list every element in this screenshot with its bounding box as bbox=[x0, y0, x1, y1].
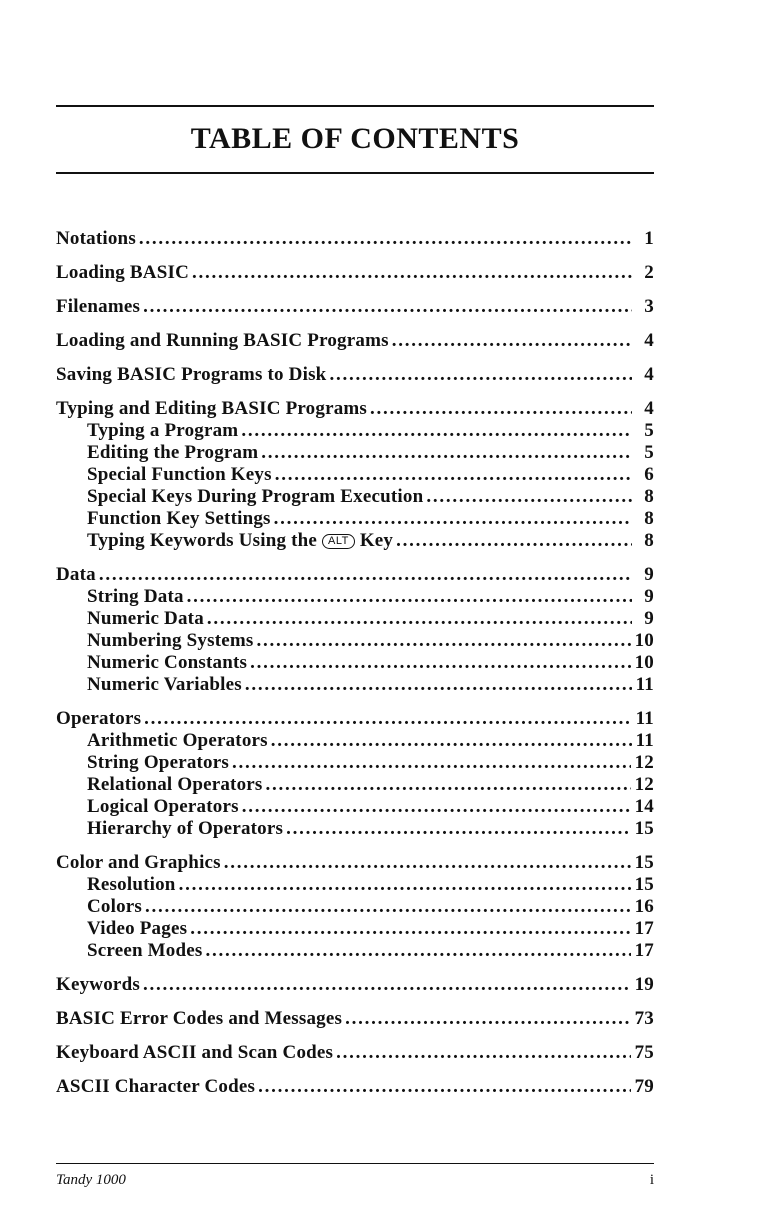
toc-page-number: 8 bbox=[644, 508, 654, 529]
dot-leader bbox=[245, 674, 632, 696]
toc-subentry[interactable] bbox=[56, 940, 654, 962]
toc-entry-label: Numeric Data bbox=[87, 608, 204, 629]
toc-page-number: 12 bbox=[634, 774, 654, 795]
toc-page-number: 79 bbox=[634, 1076, 654, 1097]
toc-page-number: 5 bbox=[644, 420, 654, 441]
toc-subentry[interactable] bbox=[56, 486, 654, 508]
toc-section bbox=[56, 1076, 654, 1098]
toc-page-number: 17 bbox=[634, 918, 654, 939]
toc-entry[interactable] bbox=[56, 974, 654, 996]
dot-leader bbox=[242, 796, 631, 818]
dot-leader bbox=[187, 586, 632, 608]
toc-page-number: 11 bbox=[635, 708, 654, 729]
toc-entry-label: Numeric Constants bbox=[87, 652, 248, 673]
toc-section bbox=[56, 852, 654, 962]
dot-leader bbox=[139, 228, 632, 250]
toc-entry-label: Typing and Editing BASIC Programs bbox=[56, 398, 368, 419]
dot-leader bbox=[241, 420, 632, 442]
dot-leader bbox=[261, 442, 632, 464]
toc-page-number: 2 bbox=[644, 262, 654, 283]
toc-subentry[interactable] bbox=[56, 608, 654, 630]
toc-entry-label: Numeric Variables bbox=[87, 674, 242, 695]
toc-entry-label: Video Pages bbox=[87, 918, 188, 939]
toc-page-number: 15 bbox=[634, 818, 654, 839]
toc-subentry[interactable] bbox=[56, 420, 654, 442]
toc-page-number: 14 bbox=[634, 796, 654, 817]
toc-entry-label: BASIC Error Codes and Messages bbox=[56, 1008, 343, 1029]
toc-subentry[interactable] bbox=[56, 874, 654, 896]
toc-entry-label: Data bbox=[56, 564, 96, 585]
toc-subentry[interactable] bbox=[56, 508, 654, 530]
footer-page-number: i bbox=[649, 1172, 654, 1188]
dot-leader bbox=[266, 774, 631, 796]
toc-subentry[interactable] bbox=[56, 530, 654, 552]
dot-leader bbox=[396, 530, 632, 552]
toc-page-number: 5 bbox=[644, 442, 654, 463]
dot-leader bbox=[336, 1042, 630, 1064]
toc-subentry[interactable] bbox=[56, 652, 654, 674]
dot-leader bbox=[190, 918, 630, 940]
toc-page-number: 8 bbox=[644, 486, 654, 507]
toc-page-number: 75 bbox=[634, 1042, 654, 1063]
toc-entry-label: Screen Modes bbox=[87, 940, 203, 961]
toc-page-number: 1 bbox=[644, 228, 654, 249]
toc-entry-label: Colors bbox=[87, 896, 143, 917]
table-of-contents bbox=[56, 228, 654, 1110]
top-rule bbox=[56, 105, 654, 107]
toc-entry-label: Saving BASIC Programs to Disk bbox=[56, 364, 327, 385]
toc-entry[interactable] bbox=[56, 398, 654, 420]
title-underline-rule bbox=[56, 172, 654, 174]
toc-entry-label: Color and Graphics bbox=[56, 852, 221, 873]
toc-section bbox=[56, 1042, 654, 1064]
toc-entry-label: Resolution bbox=[87, 874, 176, 895]
toc-entry-label: Function Key Settings bbox=[87, 508, 271, 529]
toc-subentry[interactable] bbox=[56, 896, 654, 918]
dot-leader bbox=[271, 730, 632, 752]
dot-leader bbox=[143, 296, 632, 318]
toc-entry[interactable] bbox=[56, 564, 654, 586]
toc-entry-label: Keywords bbox=[56, 974, 140, 995]
toc-subentry[interactable] bbox=[56, 818, 654, 840]
dot-leader bbox=[207, 608, 632, 630]
dot-leader bbox=[145, 896, 631, 918]
toc-page-number: 8 bbox=[644, 530, 654, 551]
dot-leader bbox=[258, 1076, 630, 1098]
toc-page-number: 3 bbox=[644, 296, 654, 317]
toc-page-number: 19 bbox=[634, 974, 654, 995]
toc-subentry[interactable] bbox=[56, 586, 654, 608]
dot-leader bbox=[206, 940, 631, 962]
dot-leader bbox=[392, 330, 632, 352]
dot-leader bbox=[192, 262, 632, 284]
toc-page-number: 9 bbox=[644, 586, 654, 607]
dot-leader bbox=[370, 398, 632, 420]
toc-page-number: 11 bbox=[635, 674, 654, 695]
toc-page-number: 9 bbox=[644, 608, 654, 629]
dot-leader bbox=[250, 652, 630, 674]
footer-brand: Tandy 1000 bbox=[56, 1172, 126, 1188]
toc-entry[interactable] bbox=[56, 1008, 654, 1030]
toc-section bbox=[56, 398, 654, 552]
dot-leader bbox=[232, 752, 631, 774]
dot-leader bbox=[179, 874, 631, 896]
toc-section bbox=[56, 564, 654, 696]
dot-leader bbox=[99, 564, 632, 586]
toc-section bbox=[56, 330, 654, 352]
toc-subentry[interactable] bbox=[56, 730, 654, 752]
page-footer bbox=[56, 1172, 654, 1189]
toc-section bbox=[56, 974, 654, 996]
page-title: TABLE OF CONTENTS bbox=[190, 122, 520, 155]
toc-entry-label: Special Function Keys bbox=[87, 464, 272, 485]
toc-entry-label: ASCII Character Codes bbox=[56, 1076, 256, 1097]
toc-entry-label: Loading BASIC bbox=[56, 262, 190, 283]
toc-entry[interactable] bbox=[56, 364, 654, 386]
toc-entry-label: Logical Operators bbox=[87, 796, 239, 817]
toc-entry[interactable] bbox=[56, 1042, 654, 1064]
toc-page-number: 15 bbox=[634, 852, 654, 873]
dot-leader bbox=[143, 974, 631, 996]
toc-page-number: 15 bbox=[634, 874, 654, 895]
toc-entry[interactable] bbox=[56, 1076, 654, 1098]
toc-page-number: 12 bbox=[634, 752, 654, 773]
toc-subentry[interactable] bbox=[56, 918, 654, 940]
toc-subentry[interactable] bbox=[56, 674, 654, 696]
toc-entry[interactable] bbox=[56, 852, 654, 874]
dot-leader bbox=[286, 818, 630, 840]
toc-page-number: 4 bbox=[644, 330, 654, 351]
toc-subentry[interactable] bbox=[56, 752, 654, 774]
toc-entry[interactable] bbox=[56, 330, 654, 352]
toc-section bbox=[56, 228, 654, 250]
toc-subentry[interactable] bbox=[56, 464, 654, 486]
toc-subentry[interactable] bbox=[56, 442, 654, 464]
dot-leader bbox=[274, 508, 632, 530]
toc-page-number: 4 bbox=[644, 398, 654, 419]
toc-page-number: 73 bbox=[634, 1008, 654, 1029]
toc-entry[interactable] bbox=[56, 228, 654, 250]
toc-entry-label-text: Key bbox=[359, 530, 394, 551]
toc-page-number: 10 bbox=[634, 652, 654, 673]
toc-section bbox=[56, 708, 654, 840]
dot-leader bbox=[426, 486, 632, 508]
toc-subentry[interactable] bbox=[56, 774, 654, 796]
dot-leader bbox=[257, 630, 631, 652]
toc-entry-label-text: Typing Keywords Using the bbox=[87, 530, 318, 551]
toc-page-number: 6 bbox=[644, 464, 654, 485]
toc-entry-label: Hierarchy of Operators bbox=[87, 818, 284, 839]
alt-key-cap-icon: ALT bbox=[322, 534, 355, 549]
toc-page-number: 17 bbox=[634, 940, 654, 961]
dot-leader bbox=[275, 464, 632, 486]
footer-rule bbox=[56, 1163, 654, 1164]
toc-entry-label: String Data bbox=[87, 586, 184, 607]
toc-entry-label: Special Keys During Program Execution bbox=[87, 486, 424, 507]
toc-entry-label: String Operators bbox=[87, 752, 229, 773]
toc-entry[interactable] bbox=[56, 296, 654, 318]
toc-subentry[interactable] bbox=[56, 630, 654, 652]
toc-subentry[interactable] bbox=[56, 796, 654, 818]
toc-entry-label: Notations bbox=[56, 228, 136, 249]
toc-entry-label: Relational Operators bbox=[87, 774, 263, 795]
toc-entry-label: Numbering Systems bbox=[87, 630, 254, 651]
toc-page-number: 16 bbox=[634, 896, 654, 917]
toc-entry-label bbox=[87, 530, 393, 552]
dot-leader bbox=[345, 1008, 631, 1030]
toc-section bbox=[56, 296, 654, 318]
dot-leader bbox=[224, 852, 631, 874]
toc-page-number: 9 bbox=[644, 564, 654, 585]
toc-entry-label: Typing a Program bbox=[87, 420, 239, 441]
toc-entry-label: Keyboard ASCII and Scan Codes bbox=[56, 1042, 334, 1063]
dot-leader bbox=[329, 364, 632, 386]
toc-entry-label: Operators bbox=[56, 708, 142, 729]
toc-entry-label: Loading and Running BASIC Programs bbox=[56, 330, 389, 351]
toc-section bbox=[56, 1008, 654, 1030]
toc-entry[interactable] bbox=[56, 708, 654, 730]
toc-entry-label: Editing the Program bbox=[87, 442, 259, 463]
toc-entry-label: Arithmetic Operators bbox=[87, 730, 268, 751]
toc-page-number: 10 bbox=[634, 630, 654, 651]
toc-entry-label: Filenames bbox=[56, 296, 141, 317]
toc-page-number: 4 bbox=[644, 364, 654, 385]
toc-page-number: 11 bbox=[635, 730, 654, 751]
toc-section bbox=[56, 262, 654, 284]
toc-entry[interactable] bbox=[56, 262, 654, 284]
toc-section bbox=[56, 364, 654, 386]
dot-leader bbox=[144, 708, 631, 730]
